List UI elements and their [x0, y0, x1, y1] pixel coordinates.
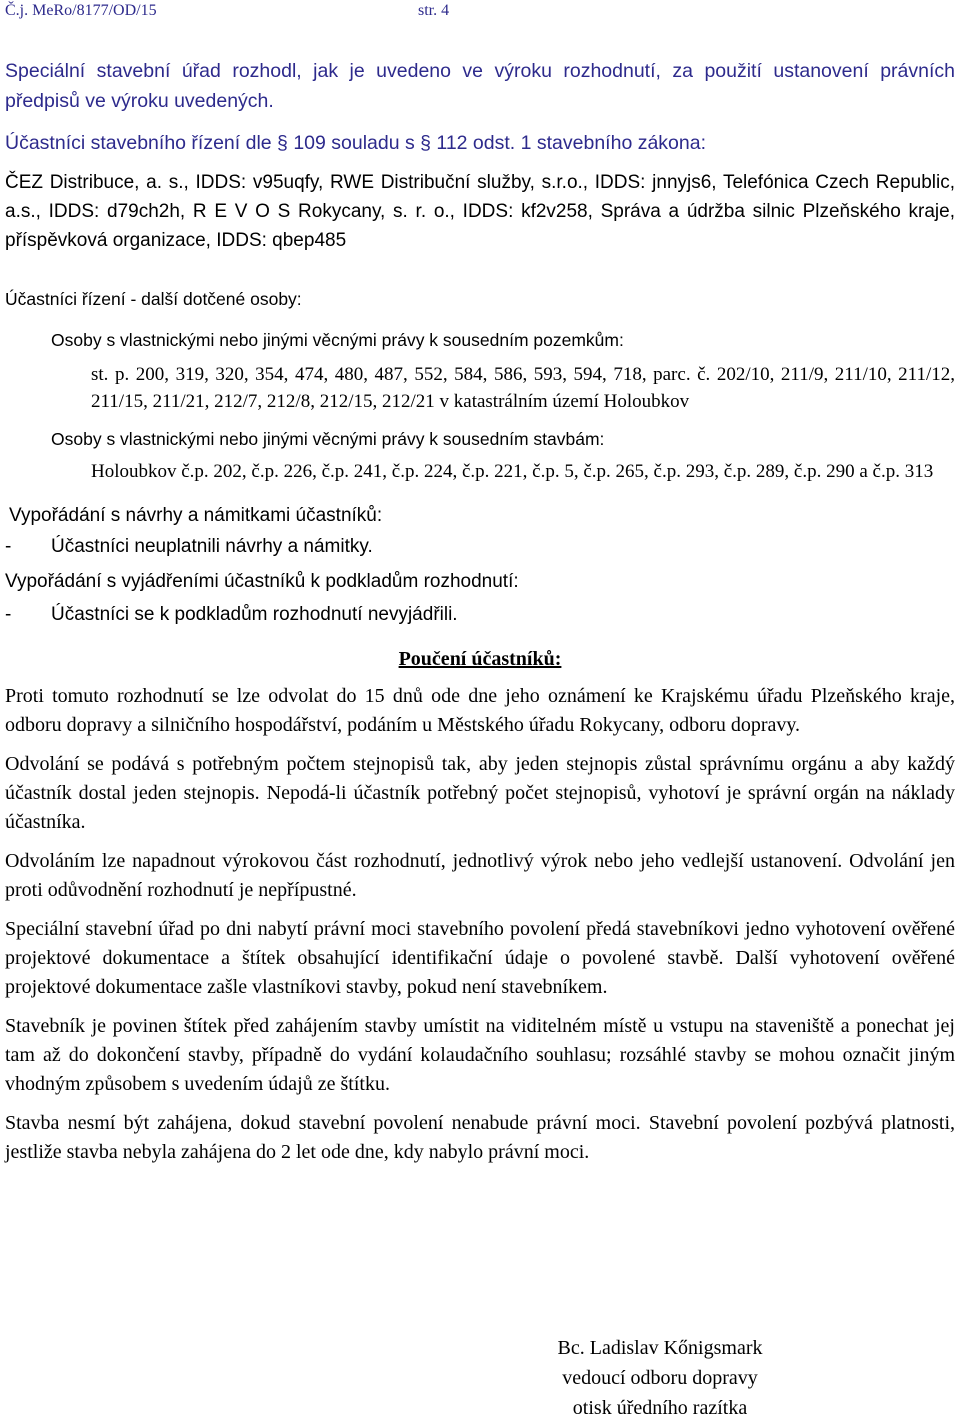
dash-bullet: - [5, 536, 12, 557]
page-number: str. 4 [418, 2, 450, 19]
instruction-paragraph: Odvoláním lze napadnout výrokovou část rozhodnutí, jednotlivý výrok nebo jeho vedlejší ustanovení. Odvolání jen proti odůvodnění rozhodnutí je nepřípustné. [5, 850, 955, 901]
statements-item [5, 600, 955, 629]
instruction-paragraph: Stavba nesmí být zahájena, dokud stavební povolení nenabude právní moci. Stavební povolení pozbývá platnosti, jestliže stavba nebyla zahájena do 2 let ode dne, kdy nabylo právní moci. [5, 1112, 955, 1163]
participants-heading: Účastníci stavebního řízení dle § 109 souladu s § 112 odst. 1 stavebního zákona: [5, 132, 707, 154]
signatory-title: vedoucí odboru dopravy [562, 1367, 758, 1389]
document-reference: Č.j. MeRo/8177/OD/15 [5, 2, 157, 19]
proposals-text: Účastníci neuplatnili návrhy a námitky. [51, 536, 373, 557]
proposals-heading: Vypořádání s návrhy a námitkami účastníků: [9, 505, 383, 526]
building-owners-heading: Osoby s vlastnickými nebo jinými věcnými právy k sousedním stavbám: [51, 429, 605, 449]
instruction-paragraph: Speciální stavební úřad po dni nabytí právní moci stavebního povolení předá stavebníkovi jedno vyhotovení ověřené projektové dokumentace a štítek obsahující identifikační údaje o povolené stavbě. Další vyhotovení ověřené projektové dokumentace zašle vlastníkovi stavby, pokud není stavebníkem. [5, 918, 955, 998]
other-parties-heading: Účastníci řízení - další dotčené osoby: [5, 289, 302, 309]
statements-text: Účastníci se k podkladům rozhodnutí nevyjádřili. [51, 604, 458, 625]
intro-paragraph: Speciální stavební úřad rozhodl, jak je uvedeno ve výroku rozhodnutí, za použití ustanovení právních předpisů ve výroku uvedených. [5, 60, 955, 112]
instruction-paragraph: Proti tomuto rozhodnutí se lze odvolat do 15 dnů ode dne jeho oznámení ke Krajskému úřadu Plzeňského kraje, odboru dopravy a silničního hospodářství, podáním u Městského úřadu Rokycany, odboru dopravy. [5, 685, 955, 736]
land-owners-heading: Osoby s vlastnickými nebo jinými věcnými právy k sousedním pozemkům: [51, 330, 624, 350]
signatory-name: Bc. Ladislav Kőnigsmark [557, 1337, 763, 1359]
document-body [5, 56, 955, 1167]
statements-heading: Vypořádání s vyjádřeními účastníků k podkladům rozhodnutí: [5, 571, 519, 592]
instruction-paragraph: Stavebník je povinen štítek před zahájením stavby umístit na viditelném místě u vstupu na staveniště a ponechat jej tam až do dokončení stavby, případně do vydání kolaudačního souhlasu; rozsáhlé stavby se mohou označit jiným vhodným způsobem s uvedením údajů ze štítku. [5, 1015, 955, 1095]
land-owners-list: st. p. 200, 319, 320, 354, 474, 480, 487, 552, 584, 586, 593, 594, 718, parc. č. 202/10, 211/9, 211/10, 211/12, 211/15, 211/21, 212/7, 212/8, 212/15, 212/21 v katastrálním území Holoubkov [91, 364, 955, 412]
building-owners-list: Holoubkov č.p. 202, č.p. 226, č.p. 241, č.p. 224, č.p. 221, č.p. 5, č.p. 265, č.p. 293, č.p. 289, č.p. 290 a č.p. 313 [91, 461, 934, 482]
participants-list: ČEZ Distribuce, a. s., IDDS: v95uqfy, RWE Distribuční služby, s.r.o., IDDS: jnnyjs6, Telefónica Czech Republic, a.s., IDDS: d79ch2h, R E V O S Rokycany, s. r. o., IDDS: kf2v258, Správa a údržba silnic Plzeňského kraje, příspěvková organizace, IDDS: qbep485 [5, 172, 955, 251]
page-header [5, 2, 450, 20]
stamp-note: otisk úředního razítka [572, 1397, 748, 1419]
instruction-paragraph: Odvolání se podává s potřebným počtem stejnopisů tak, aby jeden stejnopis zůstal správnímu orgánu a aby každý účastník dostal jeden stejnopis. Nepodá-li účastník potřebný počet stejnopisů, vyhotoví je správní orgán na náklady účastníka. [5, 753, 955, 833]
signature-block [520, 1333, 800, 1423]
proposals-item [5, 532, 955, 561]
dash-bullet: - [5, 604, 12, 625]
instruction-heading: Poučení účastníků: [398, 648, 562, 670]
